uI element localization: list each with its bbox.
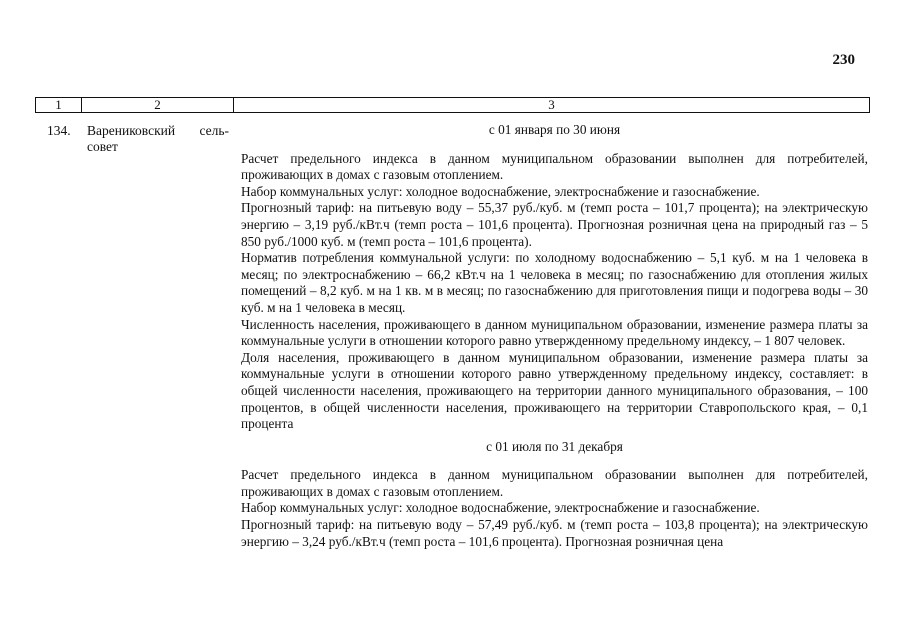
header-col-2: 2 [82, 98, 234, 112]
row-content [241, 122, 868, 550]
paragraph: Прогнозный тариф: на питьевую воду – 55,37 руб./куб. м (темп роста – 101,7 процента); на электрическую энергию – 3,19 руб./кВт.ч (темп роста – 101,6 процента). Прогнозная розничная цена на природный газ – 5 850 руб./1000 куб. м (темп роста – 101,6 процента). [241, 200, 868, 249]
table-header-row [35, 97, 870, 113]
paragraph: Доля населения, проживающего в данном муниципальном образовании, изменение размера платы за коммунальные услуги в отношении которого равно утвержденному предельному индексу, составляет: в общей численности населения, проживающего на территории данного муниципального образования, – 100 процентов, в общей численности населения, проживающего на территории Ставропольского края, – 0,1 процента [241, 349, 868, 432]
row-number: 134. [47, 123, 71, 138]
row-name: Варениковский сель-совет [87, 123, 229, 154]
period-title-2: с 01 июля по 31 декабря [486, 438, 623, 454]
period-title-1: с 01 января по 30 июня [488, 122, 621, 137]
page-number: 230 [832, 52, 855, 68]
paragraph: Набор коммунальных услуг: холодное водоснабжение, электроснабжение и газоснабжение. [241, 183, 760, 199]
header-col-3: 3 [548, 97, 555, 112]
paragraph: Численность населения, проживающего в данном муниципальном образовании, изменение размера платы за коммунальные услуги в отношении которого равно утвержденному предельному индексу, – 1 807 человек. [241, 316, 868, 349]
paragraph: Набор коммунальных услуг: холодное водоснабжение, электроснабжение и газоснабжение. [241, 500, 760, 516]
paragraph: Расчет предельного индекса в данном муниципальном образовании выполнен для потребителей, проживающих в домах с газовым отоплением. [241, 150, 868, 183]
paragraph: Прогнозный тариф: на питьевую воду – 57,49 руб./куб. м (темп роста – 103,8 процента); на электрическую энергию – 3,24 руб./кВт.ч (темп роста – 101,6 процента). Прогнозная розничная цена [241, 517, 868, 549]
header-col-1: 1 [36, 98, 82, 112]
paragraph: Расчет предельного индекса в данном муниципальном образовании выполнен для потребителей, проживающих в домах с газовым отоплением. [241, 467, 868, 499]
paragraph: Норматив потребления коммунальной услуги: по холодному водоснабжению – 5,1 куб. м на 1 человека в месяц; по электроснабжению – 66,2 кВт.ч на 1 человека в месяц; по газоснабжению для отопления жилых помещений – 8,2 куб. м на 1 кв. м в месяц; по газоснабжению для приготовления пищи и подогрева воды – 30 куб. м на 1 человека в месяц. [241, 250, 868, 315]
